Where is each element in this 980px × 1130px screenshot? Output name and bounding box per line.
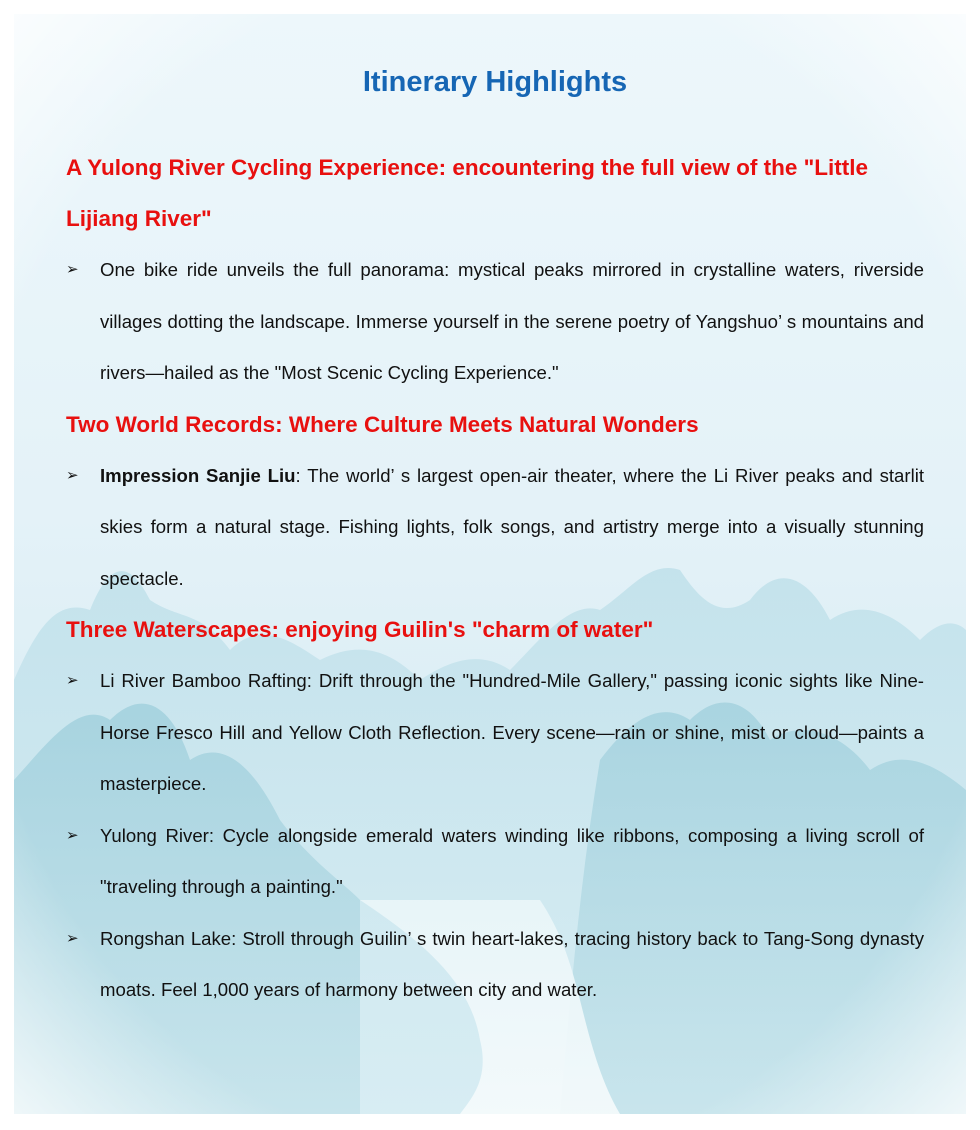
section-heading: Three Waterscapes: enjoying Guilin's "charm of water" [66, 617, 654, 642]
section-heading: Two World Records: Where Culture Meets Natural Wonders [66, 411, 699, 437]
section-heading: A Yulong River Cycling Experience: encountering the full view of the "Little Lijiang River" [66, 155, 869, 231]
section-cycling [66, 142, 924, 399]
list-item [66, 913, 924, 1016]
bullet-bold-label: Impression Sanjie Liu [100, 464, 296, 486]
arrowhead-bullet-icon: ➢ [66, 466, 79, 484]
bullet-list [66, 244, 924, 399]
section-world-records [66, 399, 924, 605]
bullet-text: One bike ride unveils the full panorama: mystical peaks mirrored in crystalline waters, riverside villages dotting the landscape. Immerse yourself in the serene poetry of Yangshuo’ s mountains and rivers—hailed as the "Most Scenic Cycling Experience." [100, 259, 924, 383]
list-item [66, 810, 924, 913]
bullet-text: Rongshan Lake: Stroll through Guilin’ s twin heart-lakes, tracing history back to Tang-Song dynasty moats. Feel 1,000 years of harmony between city and water. [100, 927, 924, 1000]
bullet-text: Li River Bamboo Rafting: Drift through the "Hundred-Mile Gallery," passing iconic sights like Nine-Horse Fresco Hill and Yellow Cloth Reflection. Every scene—rain or shine, mist or cloud—paints a masterpiece. [100, 670, 924, 794]
list-item [66, 655, 924, 810]
bullet-list [66, 450, 924, 605]
bullet-text: : The world’ s largest open-air theater, where the Li River peaks and starlit skies form a natural stage. Fishing lights, folk songs, and artistry merge into a visually stunning spectacle. [100, 464, 925, 589]
bullet-text: Yulong River: Cycle alongside emerald waters winding like ribbons, composing a living scroll of "traveling through a painting." [100, 824, 924, 897]
list-item [66, 450, 924, 605]
arrowhead-bullet-icon: ➢ [66, 672, 79, 689]
arrowhead-bullet-icon: ➢ [66, 929, 79, 947]
itinerary-document [66, 60, 924, 1016]
arrowhead-bullet-icon: ➢ [66, 826, 79, 844]
section-waterscapes [66, 604, 924, 1016]
arrowhead-bullet-icon: ➢ [66, 261, 79, 278]
list-item [66, 244, 924, 399]
bullet-list [66, 655, 924, 1016]
page-title: Itinerary Highlights [362, 66, 628, 98]
